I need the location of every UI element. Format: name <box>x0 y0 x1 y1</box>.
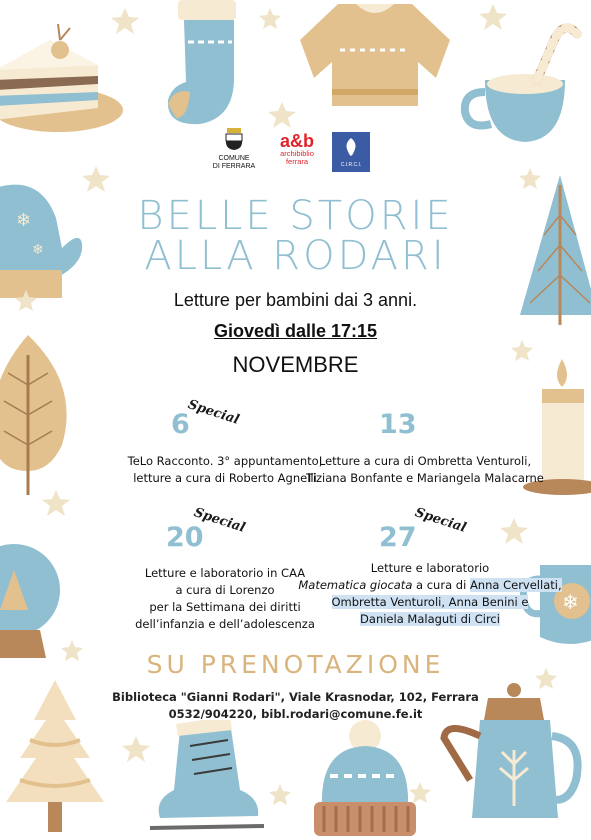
circi-emblem-icon <box>343 137 359 157</box>
circi-logo-text: C.I.R.C.I. <box>340 162 362 168</box>
event-line <box>270 577 590 594</box>
event-line <box>270 611 590 628</box>
schedule-day <box>0 321 591 342</box>
event-highlight: Daniela Malaguti di Circi <box>360 612 500 626</box>
crest-icon <box>224 128 244 150</box>
special-badge: Special <box>412 505 468 536</box>
event-description <box>270 560 590 628</box>
event-line: TeLo Racconto. 3° appuntamento, <box>127 454 323 468</box>
event-line: letture a cura di Roberto Agnelli <box>133 471 317 485</box>
event-date: 20 <box>166 522 204 553</box>
svg-text:❄: ❄ <box>16 210 32 230</box>
comune-logo-text-1: COMUNE <box>218 155 250 162</box>
event-line: Tiziana Bonfante e Mariangela Malacarne <box>306 471 544 485</box>
event-line: dell’infanzia e dell’adolescenza <box>135 617 315 631</box>
subtitle: Letture per bambini dai 3 anni. <box>173 290 418 310</box>
title-line-1: BELLE STORIE <box>137 193 454 239</box>
event-line <box>270 594 590 611</box>
booking-heading: SU PRENOTAZIONE <box>146 650 445 679</box>
logo-row <box>210 128 390 174</box>
archibiblio-logo <box>272 132 322 166</box>
event-line: Letture e laboratorio in CAA <box>144 566 306 580</box>
svg-text:❄: ❄ <box>32 241 44 257</box>
comune-ferrara-logo <box>210 128 258 171</box>
event-description <box>270 453 580 487</box>
schedule-day-text: Giovedì dalle 17:15 <box>213 321 378 341</box>
ab-logo-text-1: archibiblio <box>280 149 314 158</box>
event-highlight: Ombretta Venturoli, Anna Benini e <box>331 595 529 609</box>
ab-logo-text-2: ferrara <box>285 157 309 166</box>
month-heading: NOVEMBRE <box>232 352 359 377</box>
special-badge: Special <box>191 505 247 536</box>
comune-logo-text-2: DI FERRARA <box>212 163 256 170</box>
event-date: 27 <box>379 522 417 553</box>
special-badge: Special <box>185 397 241 428</box>
event-line: a cura di Lorenzo <box>175 583 275 597</box>
circi-logo <box>332 132 370 172</box>
event-title-italic: Matematica giocata <box>298 578 413 592</box>
title-line-2: ALLA RODARI <box>144 233 447 279</box>
event-line: per la Settimana dei diritti <box>149 600 301 614</box>
event-line: Letture a cura di Ombretta Venturoli, <box>318 454 532 468</box>
library-contact: 0532/904220, bibl.rodari@comune.fe.it <box>168 707 423 721</box>
event-line: Letture e laboratorio <box>370 561 490 575</box>
event-text: a cura di <box>412 578 470 592</box>
svg-text:❄: ❄ <box>562 592 579 614</box>
event-highlight: Anna Cervellati, <box>469 578 562 592</box>
ab-logo-mark: a&b <box>279 131 314 151</box>
event-date: 6 <box>171 409 190 440</box>
event-date: 13 <box>379 409 417 440</box>
library-address: Biblioteca "Gianni Rodari", Viale Krasnodar, 102, Ferrara <box>112 690 479 704</box>
